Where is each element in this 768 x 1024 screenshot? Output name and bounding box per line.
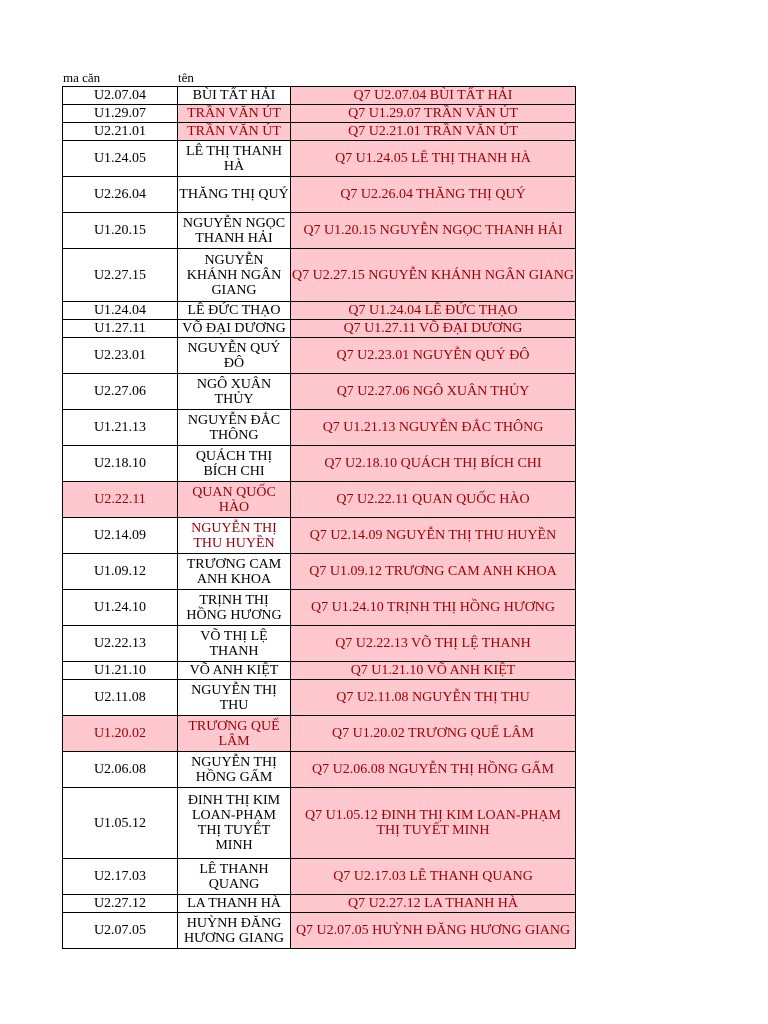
cell-full-label: Q7 U1.29.07 TRẦN VĂN ÚT bbox=[291, 105, 576, 123]
cell-full-label: Q7 U2.18.10 QUÁCH THỊ BÍCH CHI bbox=[291, 446, 576, 482]
cell-code: U1.21.13 bbox=[63, 410, 178, 446]
cell-name: LÊ THỊ THANH HÀ bbox=[178, 141, 291, 177]
cell-full-label: Q7 U2.06.08 NGUYỄN THỊ HỒNG GẤM bbox=[291, 752, 576, 788]
cell-name: NGUYỄN THỊ THU bbox=[178, 680, 291, 716]
cell-name: TRỊNH THỊ HỒNG HƯƠNG bbox=[178, 590, 291, 626]
table-row bbox=[63, 105, 576, 123]
table-row bbox=[63, 446, 576, 482]
cell-name: ĐINH THỊ KIM LOAN-PHẠM THỊ TUYẾT MINH bbox=[178, 788, 291, 859]
table-row bbox=[63, 590, 576, 626]
cell-code: U2.22.13 bbox=[63, 626, 178, 662]
table-row bbox=[63, 410, 576, 446]
table-row bbox=[63, 482, 576, 518]
table-row bbox=[63, 895, 576, 913]
cell-code: U1.24.10 bbox=[63, 590, 178, 626]
table-row bbox=[63, 302, 576, 320]
cell-full-label: Q7 U1.24.05 LÊ THỊ THANH HÀ bbox=[291, 141, 576, 177]
cell-code: U2.21.01 bbox=[63, 123, 178, 141]
cell-name: BÙI TẤT HẢI bbox=[178, 87, 291, 105]
cell-code: U2.23.01 bbox=[63, 338, 178, 374]
cell-name: NGUYỄN ĐẮC THÔNG bbox=[178, 410, 291, 446]
cell-full-label: Q7 U1.24.10 TRỊNH THỊ HỒNG HƯƠNG bbox=[291, 590, 576, 626]
table-row bbox=[63, 213, 576, 249]
cell-full-label: Q7 U1.05.12 ĐINH THỊ KIM LOAN-PHẠM THỊ TUYẾT MINH bbox=[291, 788, 576, 859]
cell-name: LA THANH HÀ bbox=[178, 895, 291, 913]
cell-code: U2.11.08 bbox=[63, 680, 178, 716]
cell-code: U1.24.04 bbox=[63, 302, 178, 320]
cell-name: HUỲNH ĐĂNG HƯƠNG GIANG bbox=[178, 913, 291, 949]
cell-full-label: Q7 U1.20.15 NGUYỄN NGỌC THANH HẢI bbox=[291, 213, 576, 249]
table-row bbox=[63, 716, 576, 752]
cell-full-label: Q7 U2.14.09 NGUYỄN THỊ THU HUYỀN bbox=[291, 518, 576, 554]
cell-code: U1.05.12 bbox=[63, 788, 178, 859]
table-row bbox=[63, 859, 576, 895]
cell-name: NGUYỄN KHÁNH NGÂN GIANG bbox=[178, 249, 291, 302]
cell-name: QUÁCH THỊ BÍCH CHI bbox=[178, 446, 291, 482]
cell-code: U2.27.06 bbox=[63, 374, 178, 410]
cell-code: U2.22.11 bbox=[63, 482, 178, 518]
table-row bbox=[63, 374, 576, 410]
cell-full-label: Q7 U2.22.13 VÕ THỊ LỆ THANH bbox=[291, 626, 576, 662]
cell-code: U1.27.11 bbox=[63, 320, 178, 338]
apartment-table bbox=[62, 86, 576, 949]
cell-full-label: Q7 U1.20.02 TRƯƠNG QUẾ LÂM bbox=[291, 716, 576, 752]
cell-code: U2.18.10 bbox=[63, 446, 178, 482]
cell-code: U2.26.04 bbox=[63, 177, 178, 213]
cell-name: NGUYỄN NGỌC THANH HẢI bbox=[178, 213, 291, 249]
cell-full-label: Q7 U2.17.03 LÊ THANH QUANG bbox=[291, 859, 576, 895]
cell-full-label: Q7 U2.07.05 HUỲNH ĐĂNG HƯƠNG GIANG bbox=[291, 913, 576, 949]
cell-full-label: Q7 U2.22.11 QUAN QUỐC HÀO bbox=[291, 482, 576, 518]
cell-full-label: Q7 U2.11.08 NGUYỄN THỊ THU bbox=[291, 680, 576, 716]
cell-code: U1.20.15 bbox=[63, 213, 178, 249]
cell-code: U1.20.02 bbox=[63, 716, 178, 752]
table-row bbox=[63, 338, 576, 374]
cell-name: THĂNG THỊ QUÝ bbox=[178, 177, 291, 213]
table-row bbox=[63, 123, 576, 141]
cell-code: U2.07.05 bbox=[63, 913, 178, 949]
cell-name: TRƯƠNG CAM ANH KHOA bbox=[178, 554, 291, 590]
table-row bbox=[63, 518, 576, 554]
table-row bbox=[63, 141, 576, 177]
table-row bbox=[63, 788, 576, 859]
cell-full-label: Q7 U2.23.01 NGUYỄN QUÝ ĐÔ bbox=[291, 338, 576, 374]
table-row bbox=[63, 87, 576, 105]
cell-name: LÊ THANH QUANG bbox=[178, 859, 291, 895]
cell-name: TRƯƠNG QUẾ LÂM bbox=[178, 716, 291, 752]
cell-code: U1.21.10 bbox=[63, 662, 178, 680]
cell-full-label: Q7 U2.07.04 BÙI TẤT HẢI bbox=[291, 87, 576, 105]
cell-name: NGÔ XUÂN THỦY bbox=[178, 374, 291, 410]
cell-full-label: Q7 U1.21.10 VÕ ANH KIỆT bbox=[291, 662, 576, 680]
cell-name: NGUYỄN QUÝ ĐÔ bbox=[178, 338, 291, 374]
table-row bbox=[63, 662, 576, 680]
cell-code: U1.09.12 bbox=[63, 554, 178, 590]
cell-full-label: Q7 U2.21.01 TRẦN VĂN ÚT bbox=[291, 123, 576, 141]
table-body bbox=[63, 87, 576, 949]
table-row bbox=[63, 177, 576, 213]
cell-full-label: Q7 U1.21.13 NGUYỄN ĐẮC THÔNG bbox=[291, 410, 576, 446]
cell-name: TRẦN VĂN ÚT bbox=[178, 105, 291, 123]
cell-full-label: Q7 U2.26.04 THĂNG THỊ QUÝ bbox=[291, 177, 576, 213]
cell-name: VÕ ANH KIỆT bbox=[178, 662, 291, 680]
cell-full-label: Q7 U1.09.12 TRƯƠNG CAM ANH KHOA bbox=[291, 554, 576, 590]
cell-code: U2.07.04 bbox=[63, 87, 178, 105]
cell-full-label: Q7 U1.24.04 LÊ ĐỨC THẠO bbox=[291, 302, 576, 320]
cell-code: U2.27.12 bbox=[63, 895, 178, 913]
table-row bbox=[63, 320, 576, 338]
cell-name: TRẦN VĂN ÚT bbox=[178, 123, 291, 141]
cell-name: NGUYỄN THỊ HỒNG GẤM bbox=[178, 752, 291, 788]
cell-name: LÊ ĐỨC THẠO bbox=[178, 302, 291, 320]
table-row bbox=[63, 680, 576, 716]
table-row bbox=[63, 249, 576, 302]
table-row bbox=[63, 913, 576, 949]
cell-name: VÕ THỊ LỆ THANH bbox=[178, 626, 291, 662]
cell-code: U1.29.07 bbox=[63, 105, 178, 123]
cell-code: U2.14.09 bbox=[63, 518, 178, 554]
cell-code: U1.24.05 bbox=[63, 141, 178, 177]
cell-code: U2.27.15 bbox=[63, 249, 178, 302]
table-row bbox=[63, 554, 576, 590]
cell-code: U2.17.03 bbox=[63, 859, 178, 895]
cell-code: U2.06.08 bbox=[63, 752, 178, 788]
header-code: ma căn bbox=[63, 70, 101, 85]
cell-name: NGUYỄN THỊ THU HUYỀN bbox=[178, 518, 291, 554]
cell-full-label: Q7 U2.27.15 NGUYỄN KHÁNH NGÂN GIANG bbox=[291, 249, 576, 302]
cell-name: QUAN QUỐC HÀO bbox=[178, 482, 291, 518]
table-row bbox=[63, 752, 576, 788]
cell-full-label: Q7 U2.27.12 LA THANH HÀ bbox=[291, 895, 576, 913]
cell-name: VÕ ĐẠI DƯƠNG bbox=[178, 320, 291, 338]
cell-full-label: Q7 U2.27.06 NGÔ XUÂN THỦY bbox=[291, 374, 576, 410]
header-name: tên bbox=[178, 70, 194, 85]
cell-full-label: Q7 U1.27.11 VÕ ĐẠI DƯƠNG bbox=[291, 320, 576, 338]
table-row bbox=[63, 626, 576, 662]
